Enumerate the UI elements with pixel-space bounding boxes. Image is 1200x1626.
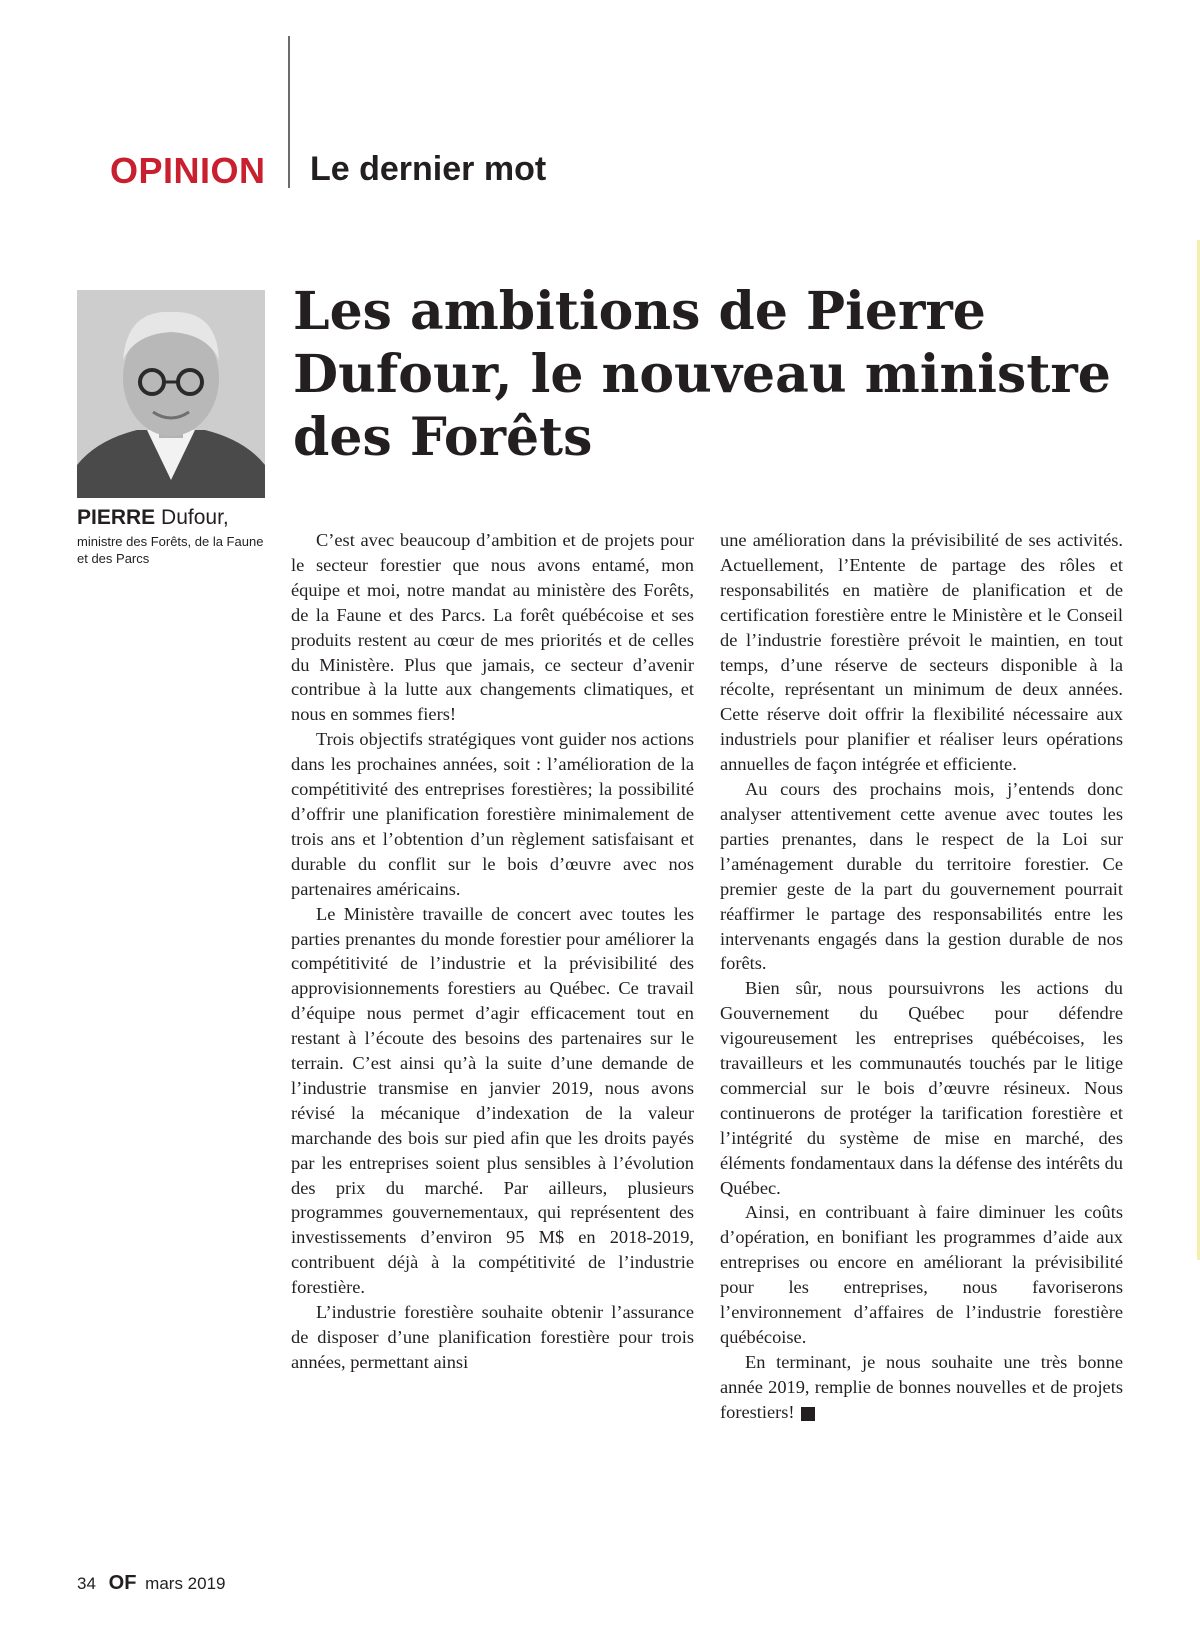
end-mark-icon: OF [801, 1407, 815, 1421]
paragraph: Au cours des prochains mois, j’entends donc analyser attentivement cette avenue avec toutes les parties prenantes, dans le respect de la Loi sur l’aménagement durable du territoire forestier. Ce premier geste de la part du gouvernement pourrait réaffirmer le partage des responsabilités entre les intervenants engagés dans la gestion durable de nos forêts. [720, 779, 1123, 974]
paragraph [720, 1350, 1123, 1425]
page-number: 34 [77, 1574, 96, 1593]
paragraph: une amélioration dans la prévisibilité de ses activités. Actuellement, l’Entente de partage des rôles et responsabilités en matière de planification et de certification forestière entre le Ministère et le Conseil de l’industrie forestière prévoit le maintien, en tout temps, d’une réserve de secteurs disponible à la récolte, représentant un minimum de deux années. Cette réserve doit offrir la flexibilité nécessaire aux industriels pour planifier et réaliser leurs opérations annuelles de façon intégrée et efficiente. [720, 530, 1123, 775]
paragraph: Trois objectifs stratégiques vont guider nos actions dans les prochaines années, soit : l’amélioration de la compétitivité des entreprises forestières; la possibilité d’offrir une planification forestière minimalement de trois ans et l’obtention d’un règlement satisfaisant et durable du conflit sur le bois d’œuvre avec nos partenaires américains. [291, 729, 694, 899]
author-first-name: PIERRE [77, 506, 156, 529]
author-photo [77, 290, 265, 498]
author-role: ministre des Forêts, de la Faune et des Parcs [77, 534, 264, 566]
final-paragraph-text: En terminant, je nous souhaite une très bonne année 2019, remplie de bonnes nouvelles et de projets forestiers! [720, 1351, 1123, 1422]
article-column-2 [720, 528, 1123, 1425]
issue-date: mars 2019 [145, 1574, 226, 1593]
author-name [77, 506, 229, 530]
paragraph: L’industrie forestière souhaite obtenir l’assurance de disposer d’une planification forestière pour trois années, permettant ainsi [291, 1302, 694, 1372]
header-divider [288, 36, 290, 188]
section-label: OPINION [110, 150, 266, 191]
paragraph: Ainsi, en contribuant à faire diminuer les coûts d’opération, en bonifiant les programmes d’aide aux entreprises ou encore en améliorant la prévisibilité pour les entreprises, nous favoriserons l’environnement d’affaires de l’industrie forestière québécoise. [720, 1202, 1123, 1347]
author-last-name: Dufour, [161, 506, 229, 529]
page-footer [77, 1572, 226, 1595]
paragraph: C’est avec beaucoup d’ambition et de projets pour le secteur forestier que nous avons entamé, mon équipe et moi, notre mandat au ministère des Forêts, de la Faune et des Parcs. La forêt québécoise et ses produits restent au cœur de mes priorités et de celles du Ministère. Plus que jamais, ce secteur d’avenir contribue à la lutte aux changements climatiques, et nous en sommes fiers! [291, 530, 694, 725]
article-title: Les ambitions de Pierre Dufour, le nouveau ministre des Forêts [293, 281, 1111, 468]
paragraph: Bien sûr, nous poursuivrons les actions du Gouvernement du Québec pour défendre vigoureusement les entreprises québécoises, les travailleurs et les communautés touchés par le litige commercial sur le bois d’œuvre résineux. Nous continuerons de protéger la tarification forestière et l’intégrité du système de mise en marché, des éléments fondamentaux dans la défense des intérêts du Québec. [720, 978, 1123, 1198]
section-header [110, 150, 547, 200]
paragraph: Le Ministère travaille de concert avec toutes les parties prenantes du monde forestier pour améliorer la compétitivité de l’industrie et la prévisibilité des approvisionnements forestiers au Québec. Ce travail d’équipe nous permet d’agir efficacement tout en restant à l’écoute des besoins des partenaires sur le terrain. C’est ainsi qu’à la suite d’une demande de l’industrie transmise en janvier 2019, nous avons révisé la mécanique d’indexation de la valeur marchande des bois sur pied afin que les droits payés par les entreprises soient plus sensibles à l’évolution des prix du marché. Par ailleurs, plusieurs programmes gouvernementaux, qui représentent des investissements d’environ 95 M$ en 2018-2019, contribuent déjà à la compétitivité de l’industrie forestière. [291, 903, 694, 1298]
magazine-logo: OF [108, 1572, 137, 1594]
subsection-label: Le dernier mot [310, 150, 547, 188]
article-column-1 [291, 528, 694, 1375]
